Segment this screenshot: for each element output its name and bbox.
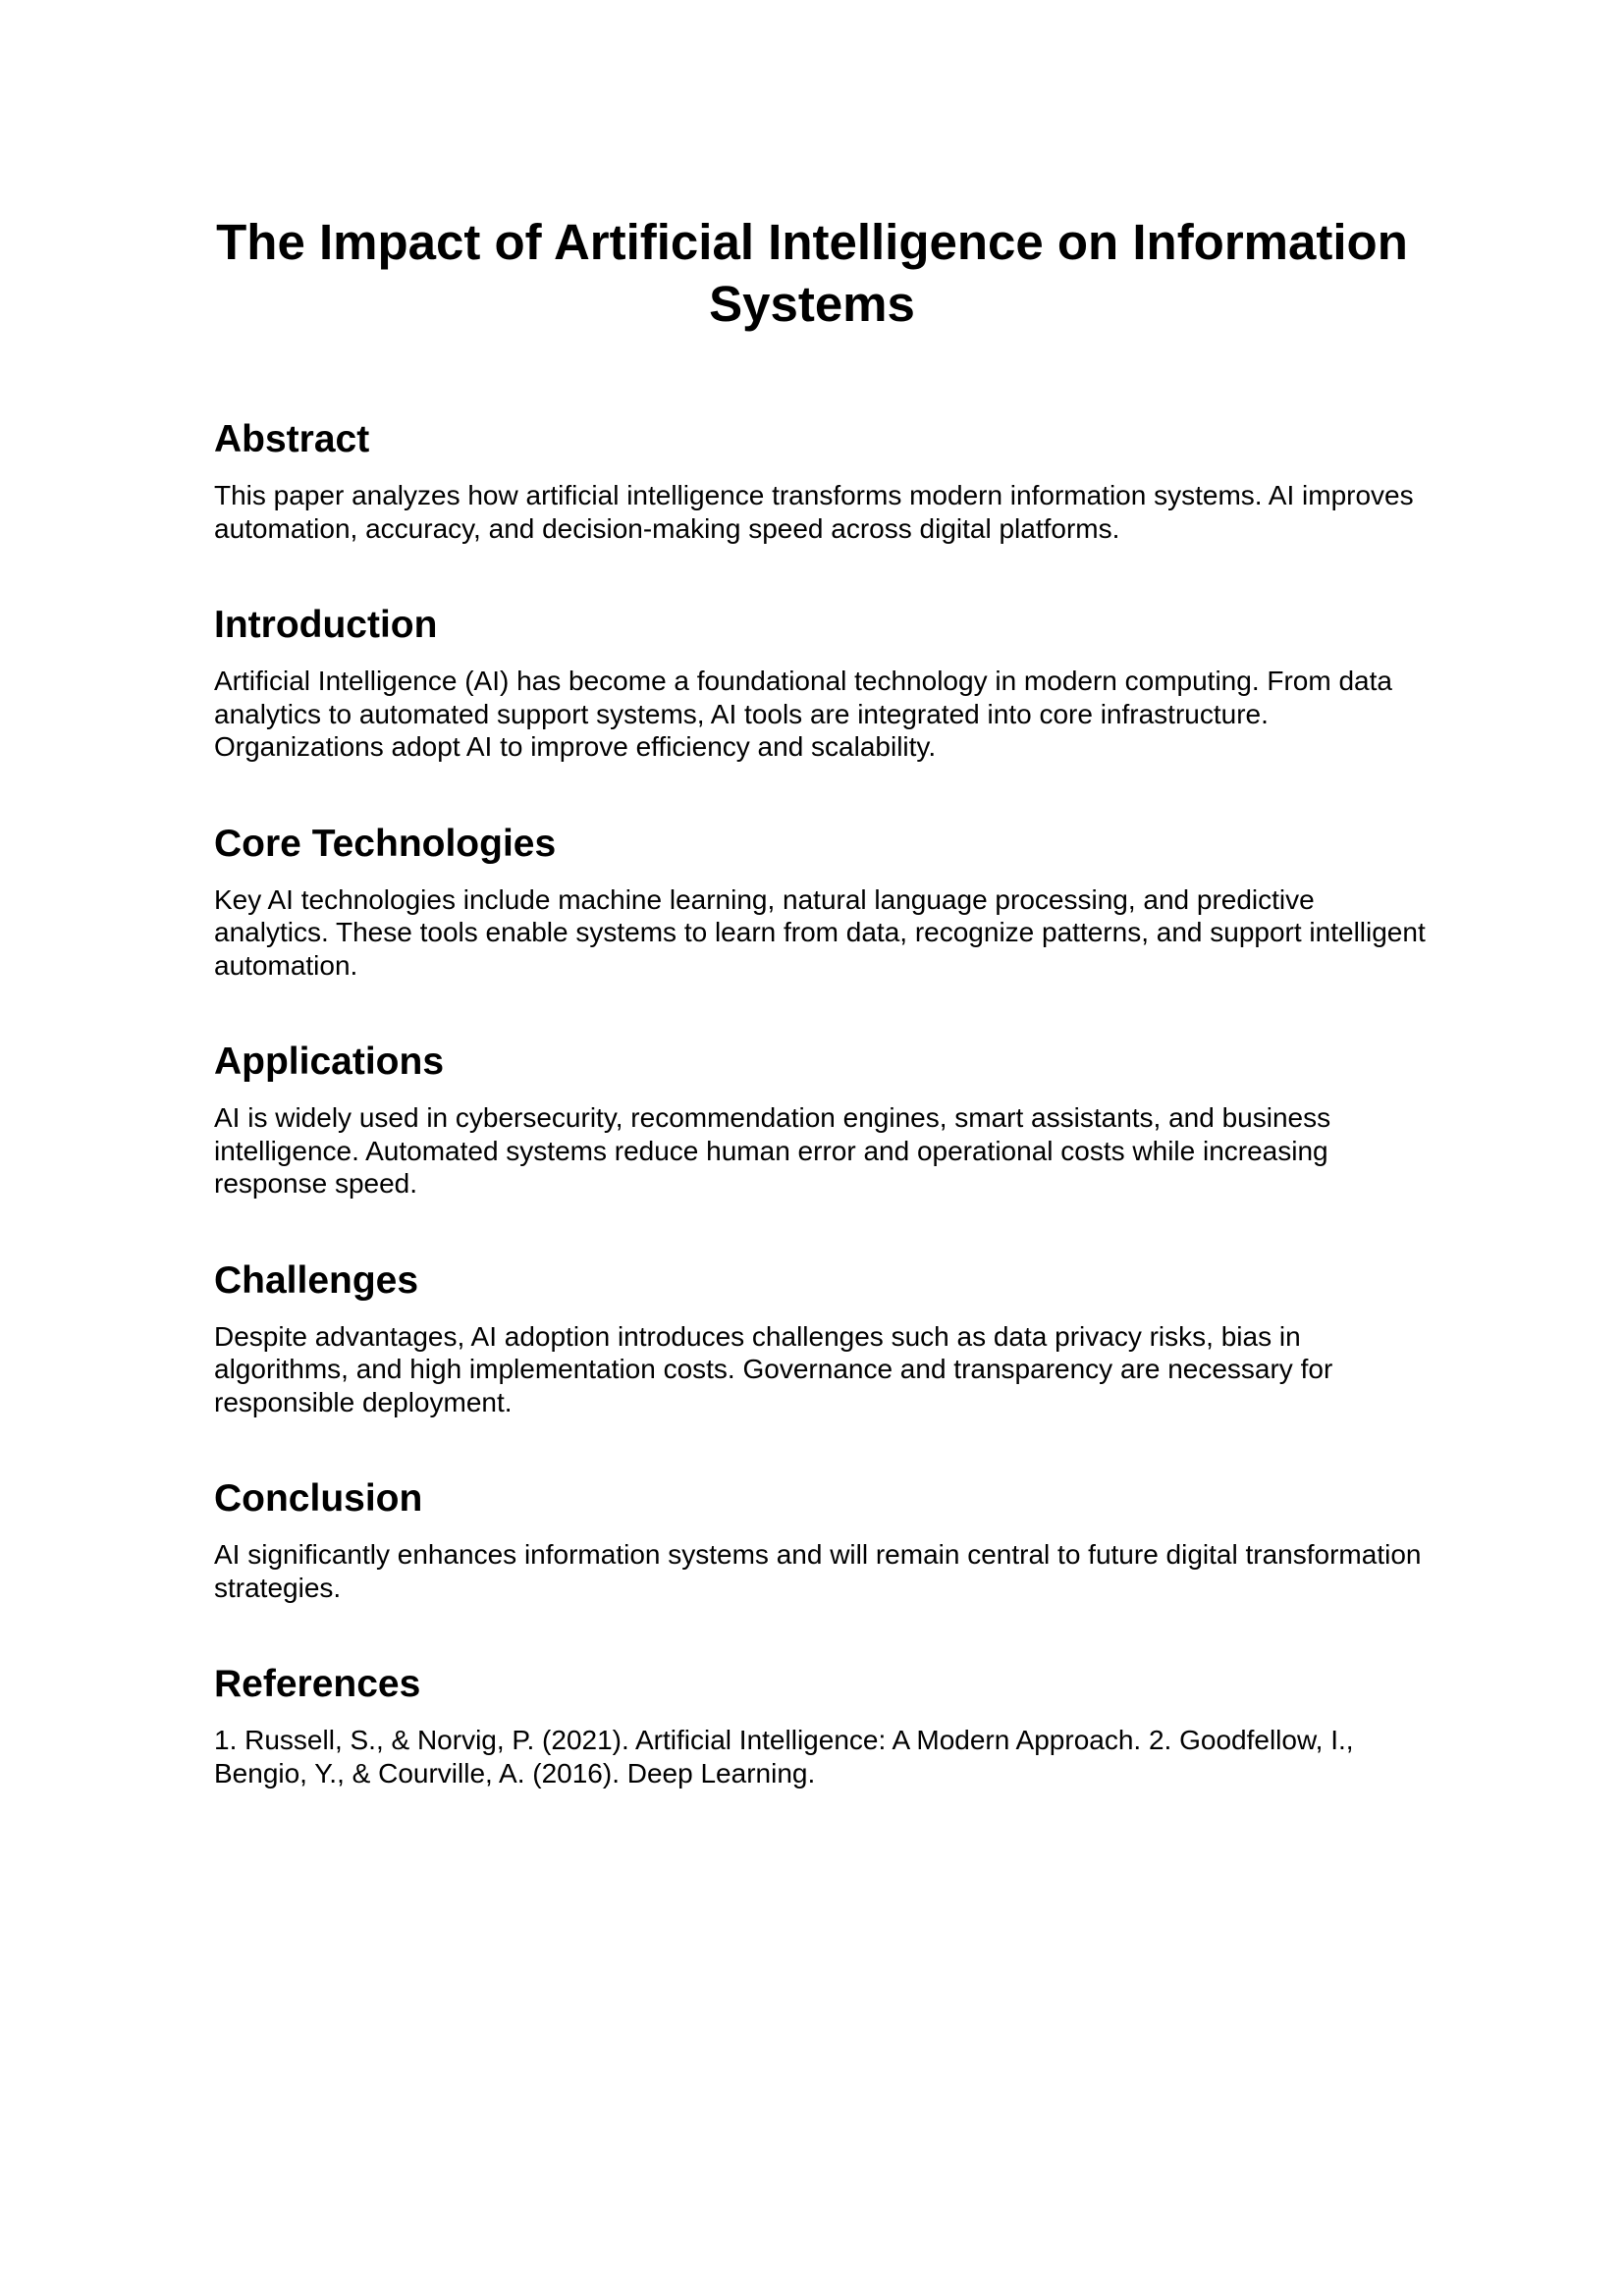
section-introduction xyxy=(214,602,1432,764)
section-paragraph: Despite advantages, AI adoption introduces challenges such as data privacy risks, bias in algorithms, and high implementation costs. Governance and transparency are necessary for responsible deployment. xyxy=(214,1320,1333,1417)
section-abstract xyxy=(214,416,1432,545)
section-paragraph: Key AI technologies include machine learning, natural language processing, and predictive analytics. These tools enable systems to learn from data, recognize patterns, and support intelligent automation. xyxy=(214,883,1426,981)
section-paragraph: AI significantly enhances information systems and will remain central to future digital transformation strategies. xyxy=(214,1539,1422,1603)
section-challenges xyxy=(214,1257,1432,1419)
section-heading: Introduction xyxy=(214,604,438,646)
section-heading: Conclusion xyxy=(214,1477,423,1520)
section-conclusion xyxy=(214,1475,1432,1604)
section-heading: Challenges xyxy=(214,1258,419,1302)
section-paragraph: AI is widely used in cybersecurity, recommendation engines, smart assistants, and business intelligence. Automated systems reduce human error and operational costs while increasing response speed. xyxy=(214,1102,1331,1199)
section-paragraph: Artificial Intelligence (AI) has become a foundational technology in modern computing. From data analytics to automated support systems, AI tools are integrated into core infrastructure. Organizations adopt AI to improve efficiency and scalability. xyxy=(214,666,1392,762)
section-heading: Applications xyxy=(214,1041,445,1083)
references-list: 1. Russell, S., & Norvig, P. (2021). Artificial Intelligence: A Modern Approach. 2. Goodfellow, I., Bengio, Y., & Courville, A. (2016). Deep Learning. xyxy=(214,1725,1354,1789)
section-heading: References xyxy=(214,1663,421,1705)
section-heading: Abstract xyxy=(214,418,370,460)
section-paragraph: This paper analyzes how artificial intelligence transforms modern information systems. AI improves automation, accuracy, and decision-making speed across digital platforms. xyxy=(214,480,1414,544)
document-body xyxy=(214,416,1432,1846)
section-heading: Core Technologies xyxy=(214,822,557,865)
document-title: The Impact of Artificial Intelligence on Information Systems xyxy=(216,214,1408,332)
section-applications xyxy=(214,1039,1432,1201)
section-core-technologies xyxy=(214,821,1432,983)
section-references xyxy=(214,1661,1432,1789)
